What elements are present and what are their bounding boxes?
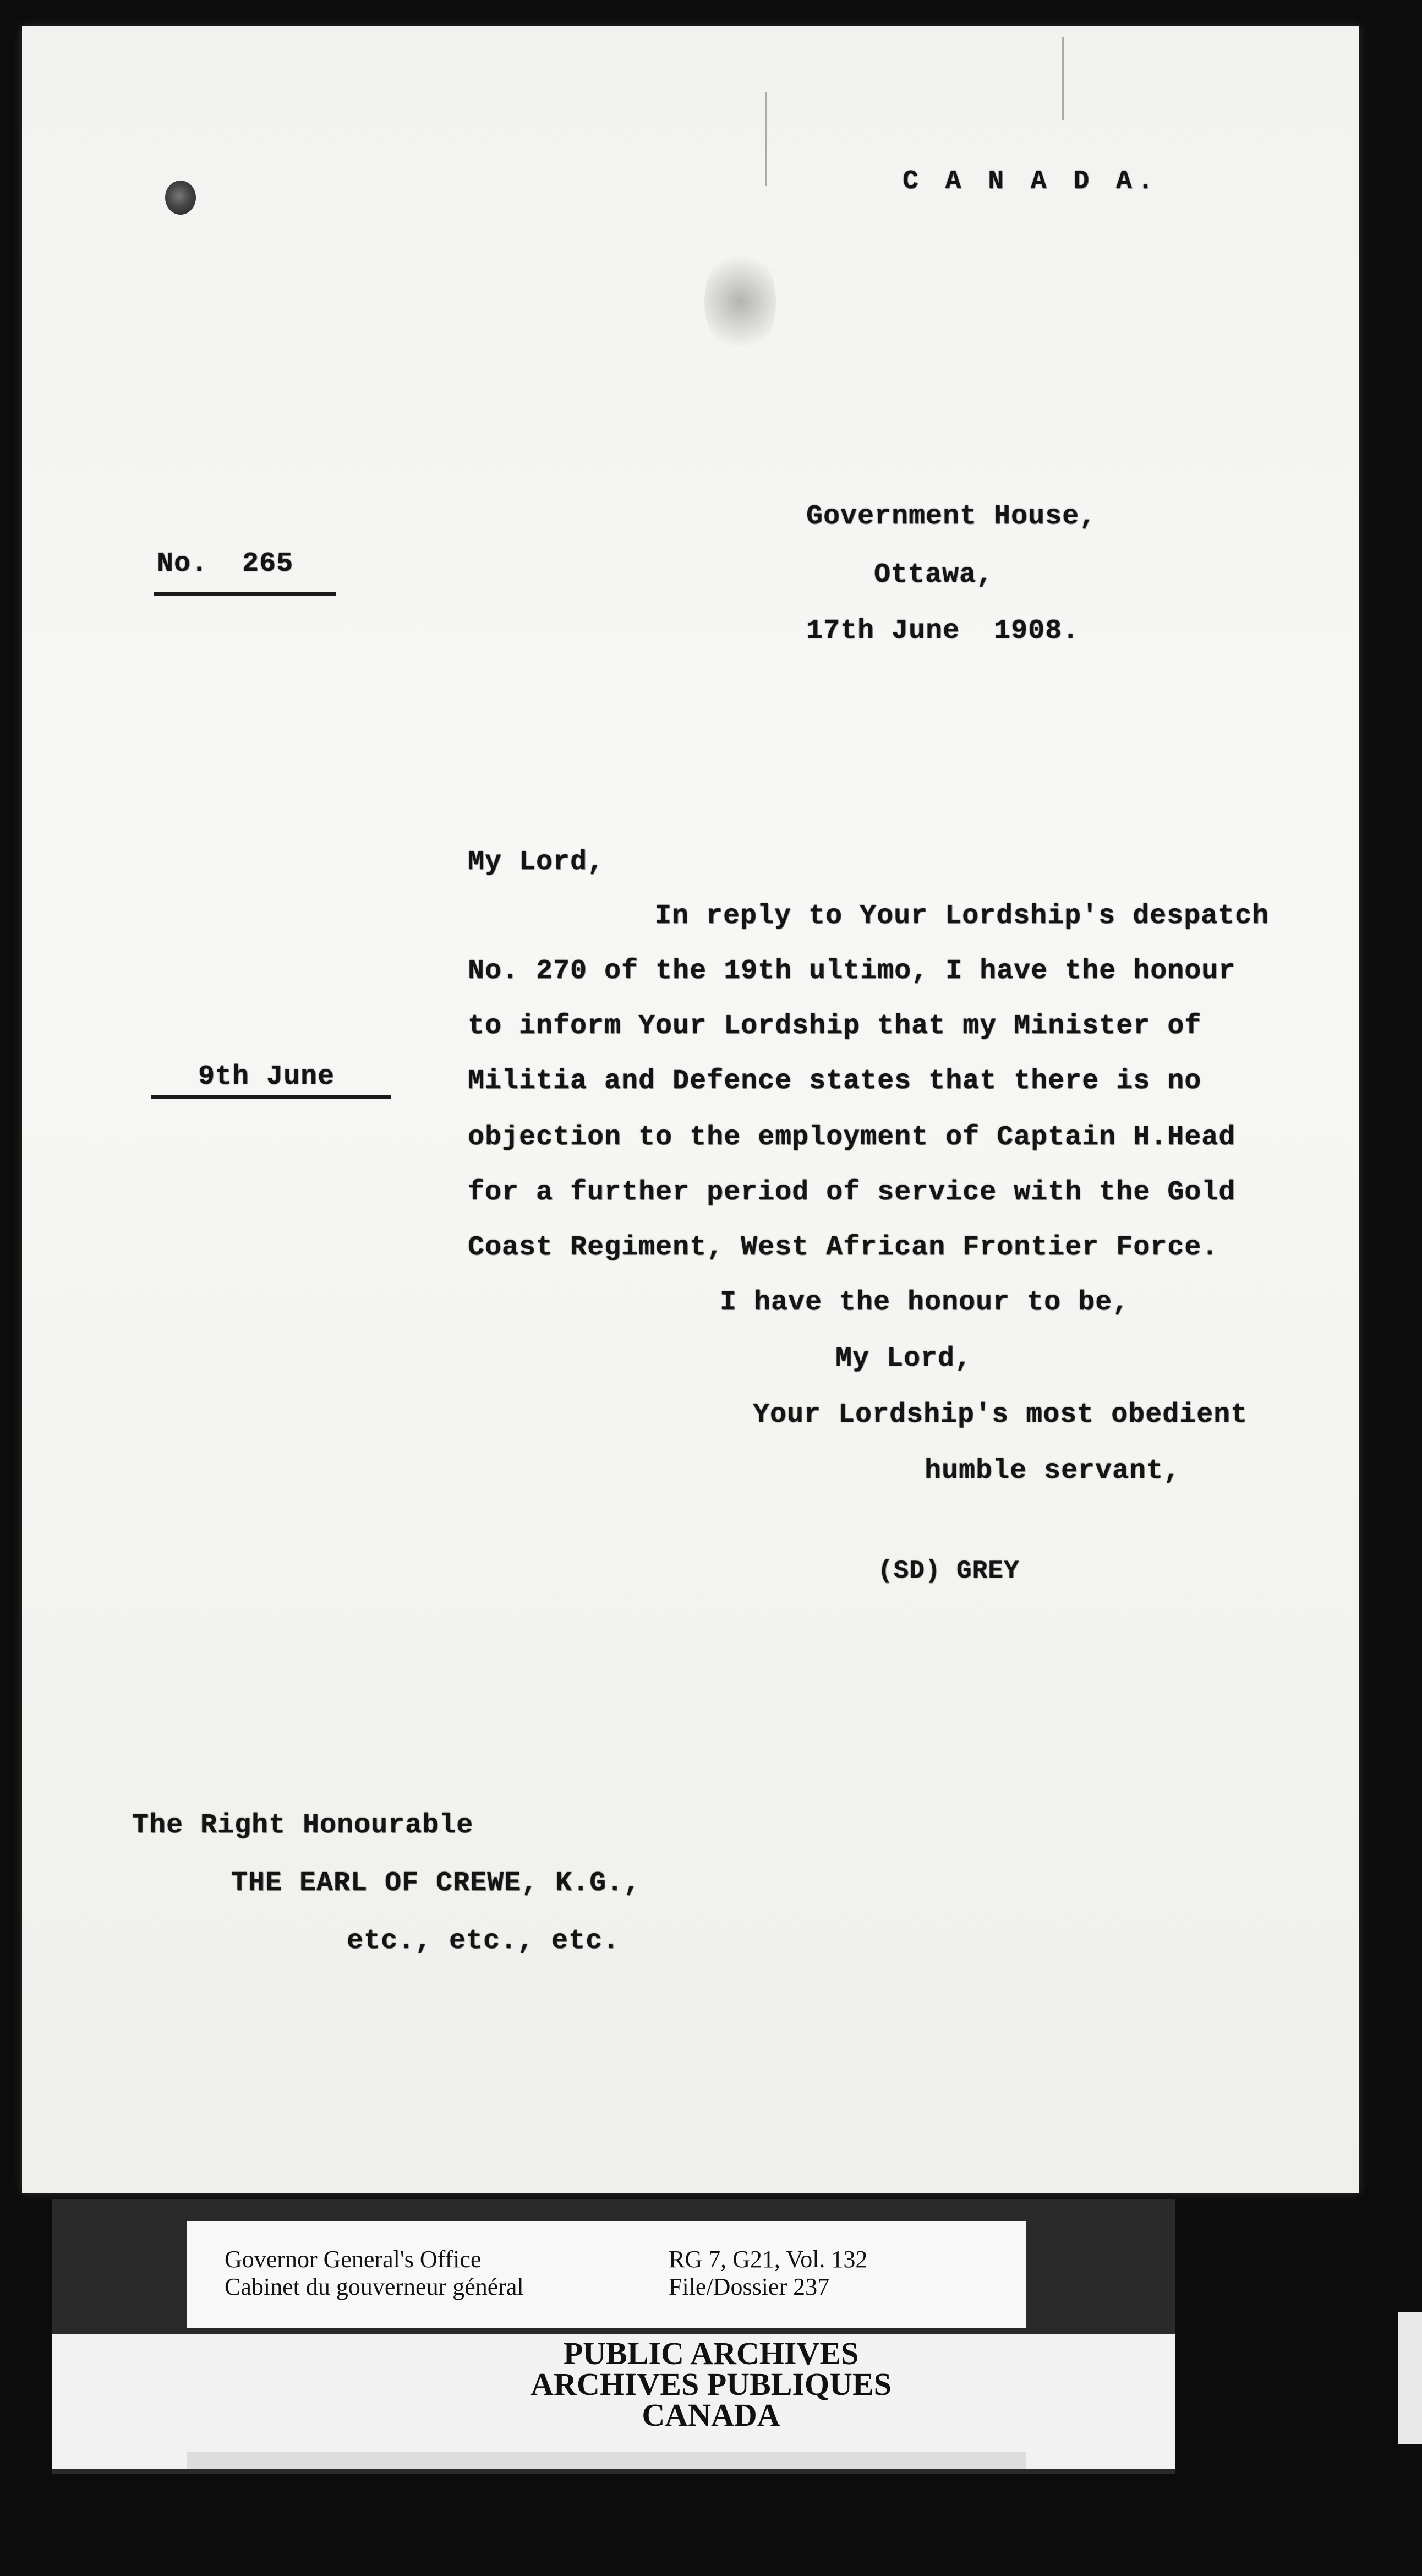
scratch-mark <box>765 92 767 186</box>
closing-line: Your Lordship's most obedient <box>753 1399 1248 1431</box>
country-heading: C A N A D A. <box>903 167 1159 197</box>
body-line: No. 270 of the 19th ultimo, I have the honour <box>468 956 1236 987</box>
signature: (SD) GREY <box>878 1557 1020 1585</box>
archives-line-fr: ARCHIVES PUBLIQUES <box>530 2366 892 2402</box>
archive-label-card <box>187 2221 1026 2328</box>
body-line: to inform Your Lordship that my Minister of <box>468 1011 1202 1042</box>
ink-smudge <box>704 247 776 357</box>
archive-reference: RG 7, G21, Vol. 132 <box>669 2246 868 2273</box>
office-french: Cabinet du gouverneur général <box>225 2273 524 2300</box>
punch-hole <box>165 181 196 215</box>
addressee-etc: etc., etc., etc. <box>347 1925 620 1957</box>
margin-date-underline <box>151 1095 391 1099</box>
body-line: objection to the employment of Captain H.Head <box>468 1122 1236 1153</box>
archive-file: File/Dossier 237 <box>669 2273 830 2300</box>
scratch-mark <box>1062 37 1064 120</box>
body-line: for a further period of service with the Gold <box>468 1177 1236 1208</box>
dateline-date: 17th June 1908. <box>806 615 1080 647</box>
closing-line: I have the honour to be, <box>720 1287 1130 1318</box>
film-edge <box>1398 2312 1422 2444</box>
closing-line: My Lord, <box>835 1343 972 1374</box>
letter-sheet <box>22 26 1359 2193</box>
archives-line-en: PUBLIC ARCHIVES <box>563 2335 859 2371</box>
number-underline <box>154 592 336 596</box>
bottom-strip <box>187 2452 1026 2469</box>
body-line: Coast Regiment, West African Frontier Force. <box>468 1232 1219 1263</box>
salutation: My Lord, <box>468 847 605 878</box>
body-line: Militia and Defence states that there is no <box>468 1066 1202 1097</box>
dateline-place: Government House, <box>806 501 1097 532</box>
closing-line: humble servant, <box>925 1455 1181 1487</box>
addressee-name: THE EARL OF CREWE, K.G., <box>231 1868 641 1899</box>
margin-date: 9th June <box>198 1061 335 1093</box>
body-line: In reply to Your Lordship's despatch <box>655 900 1270 932</box>
archives-line-country: CANADA <box>642 2397 780 2433</box>
addressee-title: The Right Honourable <box>132 1810 474 1841</box>
office-english: Governor General's Office <box>225 2246 482 2273</box>
dateline-city: Ottawa, <box>874 559 994 591</box>
despatch-number: No. 265 <box>157 548 294 580</box>
archives-stamp <box>0 2335 1422 2433</box>
